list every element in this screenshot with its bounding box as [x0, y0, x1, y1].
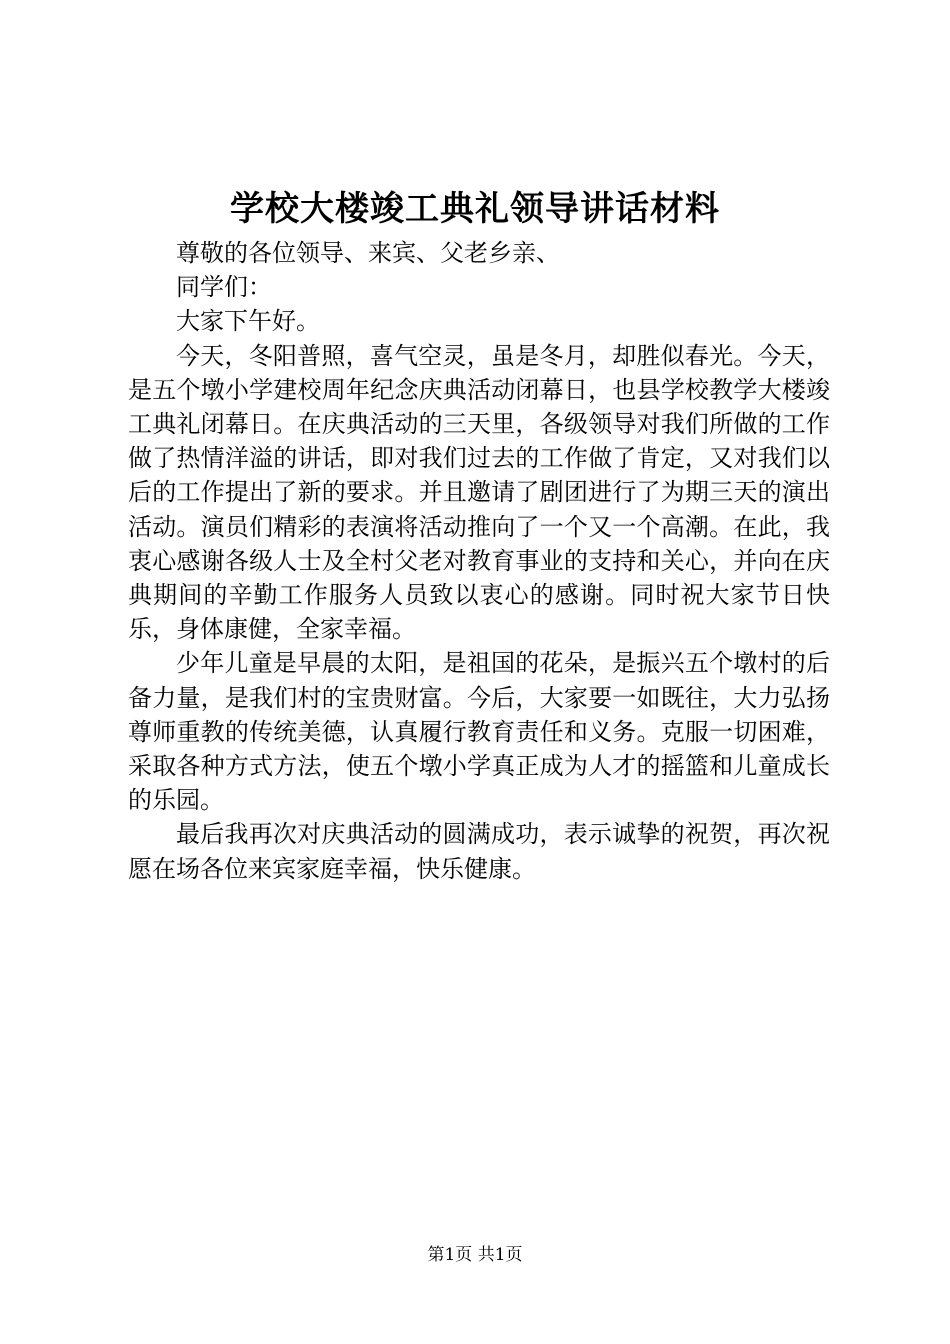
page-footer: 第1页 共1页	[427, 1245, 523, 1265]
closing-paragraph: 最后我再次对庆典活动的圆满成功，表示诚挚的祝贺，再次祝愿在场各位来宾家庭幸福，快乐健康。	[128, 820, 830, 883]
salutation-line-1: 尊敬的各位领导、来宾、父老乡亲、	[176, 239, 560, 267]
document-title: 学校大楼竣工典礼领导讲话材料	[230, 189, 720, 229]
document-body	[128, 236, 830, 886]
body-paragraph: 今天，冬阳普照，喜气空灵，虽是冬月，却胜似春光。今天，是五个墩小学建校周年纪念庆典活动闭幕日，也县学校教学大楼竣工典礼闭幕日。在庆典活动的三天里，各级领导对我们所做的工作做了热情洋溢的讲话，即对我们过去的工作做了肯定，又对我们以后的工作提出了新的要求。并且邀请了剧团进行了为期三天的演出活动。演员们精彩的表演将活动推向了一个又一个高潮。在此，我衷心感谢各级人士及全村父老对教育事业的支持和关心，并向在庆典期间的辛勤工作服务人员致以衷心的感谢。同时祝大家节日快乐，身体康健，全家幸福。	[128, 341, 830, 644]
salutation-line-2: 同学们：	[176, 273, 272, 302]
greeting: 大家下午好。	[176, 307, 320, 336]
body-paragraph: 少年儿童是早晨的太阳，是祖国的花朵，是振兴五个墩村的后备力量，是我们村的宝贵财富。今后，大家要一如既往，大力弘扬尊师重教的传统美德，认真履行教育责任和义务。克服一切困难，采取各种方式方法，使五个墩小学真正成为人才的摇篮和儿童成长的乐园。	[128, 649, 830, 815]
